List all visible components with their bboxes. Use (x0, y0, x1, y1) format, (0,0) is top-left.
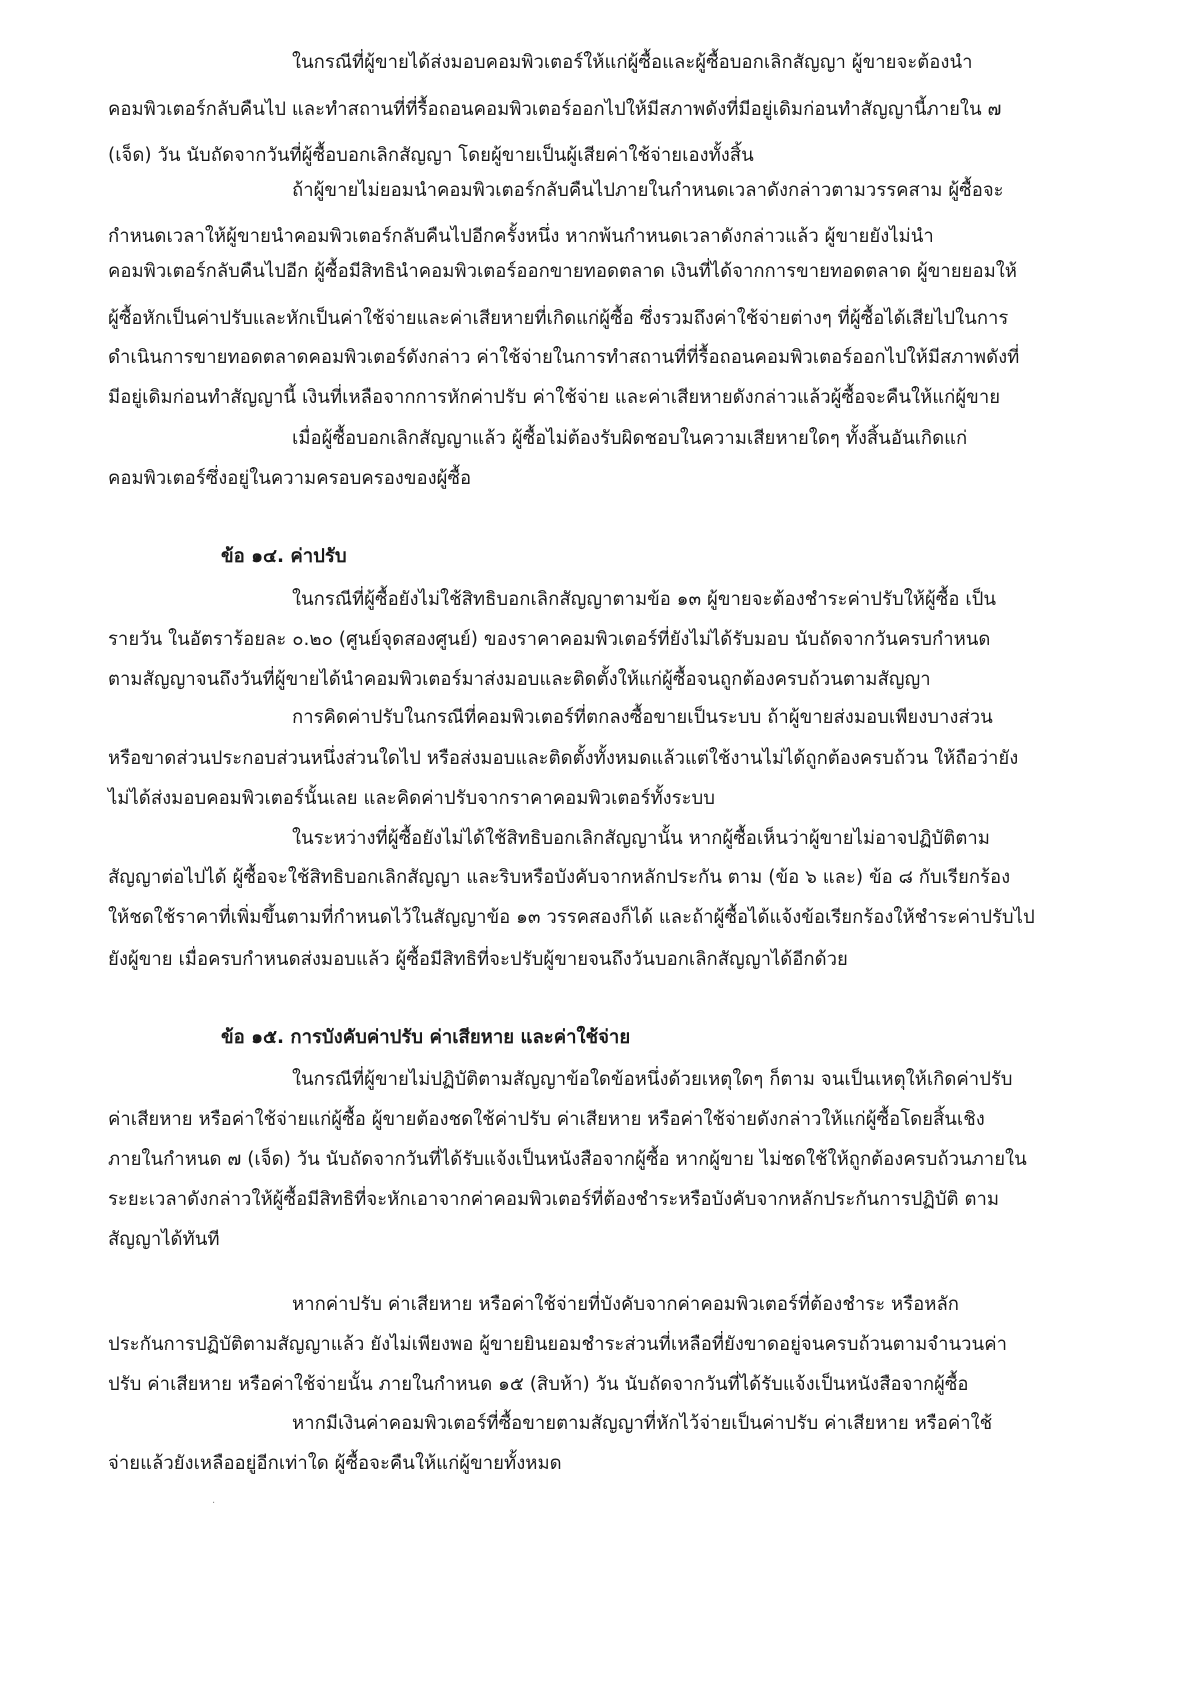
paragraph-line: สัญญาได้ทันที (108, 1229, 220, 1250)
paragraph-line: ถ้าผู้ขายไม่ยอมนำคอมพิวเตอร์กลับคืนไปภายในกำหนดเวลาดังกล่าวตามวรรคสาม ผู้ซื้อจะ (292, 180, 1004, 201)
paragraph-line: คอมพิวเตอร์กลับคืนไปอีก ผู้ซื้อมีสิทธินำคอมพิวเตอร์ออกขายทอดตลาด เงินที่ได้จากการขายทอดตลาด ผู้ขายยอมให้ (108, 261, 1017, 282)
paragraph-line: ยังผู้ขาย เมื่อครบกำหนดส่งมอบแล้ว ผู้ซื้อมีสิทธิที่จะปรับผู้ขายจนถึงวันบอกเลิกสัญญาได้อีกด้วย (108, 949, 848, 970)
paragraph-line: ในกรณีที่ผู้ซื้อยังไม่ใช้สิทธิบอกเลิกสัญญาตามข้อ ๑๓ ผู้ขายจะต้องชำระค่าปรับให้ผู้ซื้อ เป็น (292, 589, 997, 610)
paragraph-line: รายวัน ในอัตราร้อยละ ๐.๒๐ (ศูนย์จุดสองศูนย์) ของราคาคอมพิวเตอร์ที่ยังไม่ได้รับมอบ นับถัดจากวันครบกำหนด (108, 629, 991, 650)
section-heading-15: ข้อ ๑๕. การบังคับค่าปรับ ค่าเสียหาย และค่าใช้จ่าย (221, 1027, 631, 1048)
paragraph-line: ในระหว่างที่ผู้ซื้อยังไม่ได้ใช้สิทธิบอกเลิกสัญญานั้น หากผู้ซื้อเห็นว่าผู้ขายไม่อาจปฏิบัติตาม (292, 828, 990, 849)
paragraph-line: คอมพิวเตอร์กลับคืนไป และทำสถานที่ที่รื้อถอนคอมพิวเตอร์ออกไปให้มีสภาพดังที่มีอยู่เดิมก่อนทำสัญญานี้ภายใน ๗ (108, 99, 1002, 120)
paragraph-line: คอมพิวเตอร์ซึ่งอยู่ในความครอบครองของผู้ซื้อ (108, 468, 472, 489)
paragraph-line: ประกันการปฏิบัติตามสัญญาแล้ว ยังไม่เพียงพอ ผู้ขายยินยอมชำระส่วนที่เหลือที่ยังขาดอยู่จนครบถ้วนตามจำนวนค่า (108, 1334, 1007, 1355)
paragraph-line: ปรับ ค่าเสียหาย หรือค่าใช้จ่ายนั้น ภายในกำหนด ๑๕ (สิบห้า) วัน นับถัดจากวันที่ได้รับแจ้งเป็นหนังสือจากผู้ซื้อ (108, 1374, 969, 1395)
paragraph-line: ค่าเสียหาย หรือค่าใช้จ่ายแก่ผู้ซื้อ ผู้ขายต้องชดใช้ค่าปรับ ค่าเสียหาย หรือค่าใช้จ่ายดังกล่าวให้แก่ผู้ซื้อโดยสิ้นเชิง (108, 1109, 985, 1130)
paragraph-line: ให้ชดใช้ราคาที่เพิ่มขึ้นตามที่กำหนดไว้ในสัญญาข้อ ๑๓ วรรคสองก็ได้ และถ้าผู้ซื้อได้แจ้งข้อเรียกร้องให้ชำระค่าปรับไป (108, 907, 1035, 928)
paragraph-line: ไม่ได้ส่งมอบคอมพิวเตอร์นั้นเลย และคิดค่าปรับจากราคาคอมพิวเตอร์ทั้งระบบ (108, 788, 716, 809)
paragraph-line: ดำเนินการขายทอดตลาดคอมพิวเตอร์ดังกล่าว ค่าใช้จ่ายในการทำสถานที่ที่รื้อถอนคอมพิวเตอร์ออกไปให้มีสภาพดังที่ (108, 347, 1020, 368)
paragraph-line: จ่ายแล้วยังเหลืออยู่อีกเท่าใด ผู้ซื้อจะคืนให้แก่ผู้ขายทั้งหมด (108, 1453, 562, 1474)
paragraph-line: การคิดค่าปรับในกรณีที่คอมพิวเตอร์ที่ตกลงซื้อขายเป็นระบบ ถ้าผู้ขายส่งมอบเพียงบางส่วน (292, 707, 993, 728)
paragraph-line: เมื่อผู้ซื้อบอกเลิกสัญญาแล้ว ผู้ซื้อไม่ต้องรับผิดชอบในความเสียหายใดๆ ทั้งสิ้นอันเกิดแก่ (292, 428, 968, 449)
paragraph-line: (เจ็ด) วัน นับถัดจากวันที่ผู้ซื้อบอกเลิกสัญญา โดยผู้ขายเป็นผู้เสียค่าใช้จ่ายเองทั้งสิ้น (108, 145, 754, 166)
paragraph-line: หรือขาดส่วนประกอบส่วนหนึ่งส่วนใดไป หรือส่งมอบและติดตั้งทั้งหมดแล้วแต่ใช้งานไม่ได้ถูกต้องครบถ้วน ให้ถือว่ายัง (108, 748, 1019, 769)
paragraph-line: ภายในกำหนด ๗ (เจ็ด) วัน นับถัดจากวันที่ได้รับแจ้งเป็นหนังสือจากผู้ซื้อ หากผู้ขาย ไม่ชดใช้ให้ถูกต้องครบถ้วนภายใน (108, 1149, 1027, 1170)
paragraph-line: ตามสัญญาจนถึงวันที่ผู้ขายได้นำคอมพิวเตอร์มาส่งมอบและติดตั้งให้แก่ผู้ซื้อจนถูกต้องครบถ้วนตามสัญญา (108, 669, 931, 690)
section-heading-14: ข้อ ๑๔. ค่าปรับ (221, 546, 347, 567)
paragraph-line: กำหนดเวลาให้ผู้ขายนำคอมพิวเตอร์กลับคืนไปอีกครั้งหนึ่ง หากพ้นกำหนดเวลาดังกล่าวแล้ว ผู้ขายยังไม่นำ (108, 226, 934, 247)
scan-speck: · (212, 1498, 216, 1509)
paragraph-line: ในกรณีที่ผู้ขายได้ส่งมอบคอมพิวเตอร์ให้แก่ผู้ซื้อและผู้ซื้อบอกเลิกสัญญา ผู้ขายจะต้องนำ (292, 52, 973, 73)
paragraph-line: หากมีเงินค่าคอมพิวเตอร์ที่ซื้อขายตามสัญญาที่หักไว้จ่ายเป็นค่าปรับ ค่าเสียหาย หรือค่าใช้ (292, 1413, 993, 1434)
paragraph-line: หากค่าปรับ ค่าเสียหาย หรือค่าใช้จ่ายที่บังคับจากค่าคอมพิวเตอร์ที่ต้องชำระ หรือหลัก (292, 1294, 959, 1315)
paragraph-line: สัญญาต่อไปได้ ผู้ซื้อจะใช้สิทธิบอกเลิกสัญญา และริบหรือบังคับจากหลักประกัน ตาม (ข้อ ๖ และ) ข้อ ๘ กับเรียกร้อง (108, 867, 1011, 888)
paragraph-line: มีอยู่เดิมก่อนทำสัญญานี้ เงินที่เหลือจากการหักค่าปรับ ค่าใช้จ่าย และค่าเสียหายดังกล่าวแล้วผู้ซื้อจะคืนให้แก่ผู้ขาย (108, 387, 1001, 408)
paragraph-line: ระยะเวลาดังกล่าวให้ผู้ซื้อมีสิทธิที่จะหักเอาจากค่าคอมพิวเตอร์ที่ต้องชำระหรือบังคับจากหลักประกันการปฏิบัติ ตาม (108, 1189, 1000, 1210)
paragraph-line: ผู้ซื้อหักเป็นค่าปรับและหักเป็นค่าใช้จ่ายและค่าเสียหายที่เกิดแก่ผู้ซื้อ ซึ่งรวมถึงค่าใช้จ่ายต่างๆ ที่ผู้ซื้อได้เสียไปในการ (108, 308, 1009, 329)
paragraph-line: ในกรณีที่ผู้ขายไม่ปฏิบัติตามสัญญาข้อใดข้อหนึ่งด้วยเหตุใดๆ ก็ตาม จนเป็นเหตุให้เกิดค่าปรับ (292, 1069, 1013, 1090)
